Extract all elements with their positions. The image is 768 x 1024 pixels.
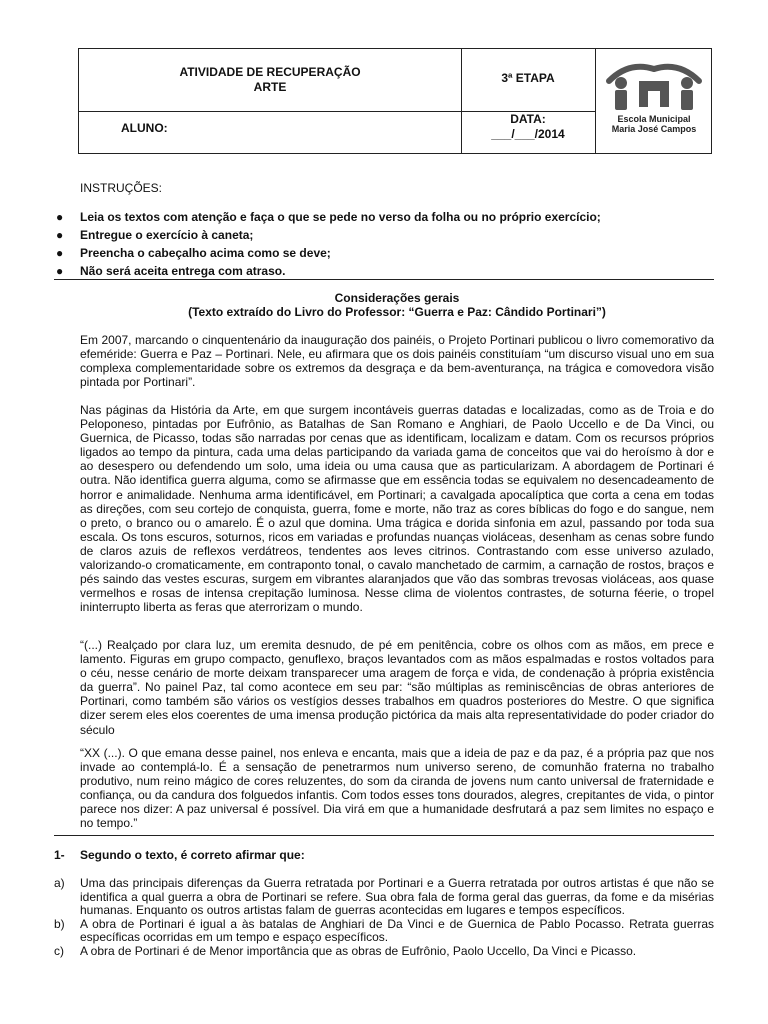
- option-label: c): [54, 943, 64, 958]
- paragraph: Nas páginas da História da Arte, em que surgem incontáveis guerras datadas e localizadas, como as de Troia e do Peloponeso, pintadas por Eufrônio, as Batalhas de San Romano e Anghiari, de Paolo Uccello e de Da Vinci, ou Guernica, de Picasso, todas são narradas por cenas que as identificam, localizam e datam. Com os recursos próprios ligados ao tempo da pintura, cada uma delas participando da variada gama de conceitos que vai do heroísmo à dor e ao desespero ou defendendo um solo, uma ideia ou uma causa que as particularizam. A abordagem de Portinari é outra. Não identifica guerra alguma, como se afirmasse que em essência todas se equivalem no desencadeamento de horror e animalidade. Nenhuma arma identificável, em Portinari; a cavalgada apocalíptica que corta a cena em todas as direções, com seu cortejo de conquista, guerra, fome e morte, não traz as cores bíblicas do fogo e do sangue, nem o preto, o branco ou o amarelo. É o azul que domina. Uma trágica e dorida sinfonia em azul, passando por toda sua escala. Os tons escuros, soturnos, ricos em variadas e profundas nuanças violáceas, desenham as cenas sobre fundo de claros azuis de reflexos verdátreos, tendentes aos leves citrinos. Contrastando com esse universo azulado, valorizando-o cromaticamente, em contraponto tonal, o cavalo manchetado de carmim, a carnação de rostos, braços e pés saindo das vestes escuras, surgem em vibrantes alaranjados que vão das sombras trevosas violáceas, aos quase vermelhos e rosas de intensa crepitação luminosa. Nesse clima de violentos contrastes, de soturna féerie, o tropel ininterrupto liberta as feras que aterrorizam o mundo.: [80, 403, 714, 615]
- date-label: DATA:: [510, 112, 546, 126]
- paragraph: “XX (...). O que emana desse painel, nos enleva e encanta, mais que a ideia de paz e da paz, é a própria paz que nos invade ao contemplá-lo. É a sensação de penetrarmos num universo sereno, de comunhão fraterna no trabalho produtivo, num reino mágico de cores reluzentes, do som da ciranda de jovens num canto universal de fraternidade e confiança, ou da candura dos folguedos infantis. Com todos esses tons dourados, alegres, crepitantes de vida, o pintor parece nos dizer: A paz universal é possível. Dia virá em que a humanidade desfrutará a paz sem limites no espaço e no tempo.”: [80, 746, 714, 831]
- section-subtitle: (Texto extraído do Livro do Professor: “Guerra e Paz: Cândido Portinari”): [188, 305, 606, 319]
- school-name-line2: Maria José Campos: [611, 124, 697, 134]
- bullet-icon: ●: [56, 228, 64, 242]
- question: [54, 848, 305, 862]
- aluno-label: ALUNO:: [121, 121, 168, 135]
- answer-option: [54, 918, 714, 945]
- divider: [54, 279, 714, 280]
- activity-title-line2: ARTE: [253, 80, 287, 94]
- activity-title-line1: ATIVIDADE DE RECUPERAÇÃO: [179, 65, 361, 79]
- bullet-icon: ●: [56, 246, 64, 260]
- option-text: A obra de Portinari é igual a às batalas de Anghiari de Da Vinci e de Guernica de Pablo Pocasso. Retrata guerras específicas ocorridas em um tempo e espaço específicos.: [80, 916, 714, 945]
- instruction-text: Preencha o cabeçalho acima como se deve;: [80, 246, 331, 260]
- school-logo-text: [599, 114, 709, 134]
- date-field: [461, 112, 595, 142]
- option-label: b): [54, 916, 65, 931]
- activity-title: [79, 65, 461, 95]
- date-value: ___/___/2014: [491, 127, 565, 141]
- section-heading: [80, 291, 714, 319]
- school-name-line1: Escola Municipal: [617, 114, 691, 124]
- school-logo: [599, 55, 709, 151]
- paragraph: Em 2007, marcando o cinquentenário da inauguração dos painéis, o Projeto Portinari publicou o livro comemorativo da efeméride: Guerra e Paz – Portinari. Nele, eu afirmara que os dois painéis constituíam “um discurso visual uno em sua complexa complementaridade sobre os extremos da desgraça e da bem-aventurança, na trágica e comovedora visão pintada por Portinari”.: [80, 333, 714, 390]
- question-text: Segundo o texto, é correto afirmar que:: [80, 848, 305, 862]
- question-number: 1-: [54, 848, 65, 862]
- option-text: A obra de Portinari é de Menor importância que as obras de Eufrônio, Paolo Uccello, Da Vinci e Picasso.: [80, 943, 637, 958]
- option-label: a): [54, 876, 65, 890]
- instruction-text: Leia os textos com atenção e faça o que se pede no verso da folha ou no próprio exercício;: [80, 210, 601, 224]
- section-title: Considerações gerais: [334, 291, 460, 305]
- header-divider: [595, 49, 596, 153]
- bullet-icon: ●: [56, 210, 64, 224]
- instructions-heading: INSTRUÇÕES:: [80, 181, 163, 195]
- instruction-item: [56, 244, 716, 262]
- instruction-text: Não será aceita entrega com atraso.: [80, 264, 286, 278]
- instructions-list: [56, 208, 716, 280]
- option-text: Uma das principais diferenças da Guerra retratada por Portinari e a Guerra retratada por outros artistas é que não se identifica a qual guerra a obra de Portinari se refere. Sua obra fala de forma geral das guerras, da fome e da misérias humanas. Enquanto os outros artistas falam de guerras acontecidas em lugares e tempos específicos.: [80, 876, 714, 918]
- answer-options: [54, 877, 714, 959]
- answer-option: [54, 945, 714, 959]
- etapa-label: 3ª ETAPA: [501, 71, 555, 85]
- instruction-item: [56, 208, 716, 226]
- divider: [54, 835, 714, 836]
- instruction-item: [56, 262, 716, 280]
- school-logo-icon: [599, 55, 709, 115]
- instruction-text: Entregue o exercício à caneta;: [80, 228, 254, 242]
- instruction-item: [56, 226, 716, 244]
- bullet-icon: ●: [56, 264, 64, 278]
- answer-option: [54, 877, 714, 918]
- paragraph: “(...) Realçado por clara luz, um eremita desnudo, de pé em penitência, cobre os olhos com as mãos, em prece e lamento. Figuras em grupo compacto, genuflexo, braços levantados com as mãos espalmadas e rostos voltados para o céu, nesse cenário de morte deixam transparecer uma aragem de força e vida, de condenação à própria existência da guerra”. No painel Paz, tal como acontece em seu par: “são múltiplas as reminiscências de obras anteriores de Portinari, como também são vários os vestígios desses trabalhos em quadros posteriores do Mestre. O que significa dizer serem eles elos coerentes de uma imensa produção pictórica da mais alta representatividade do poder criador do século: [80, 638, 714, 737]
- header-table: [78, 48, 712, 154]
